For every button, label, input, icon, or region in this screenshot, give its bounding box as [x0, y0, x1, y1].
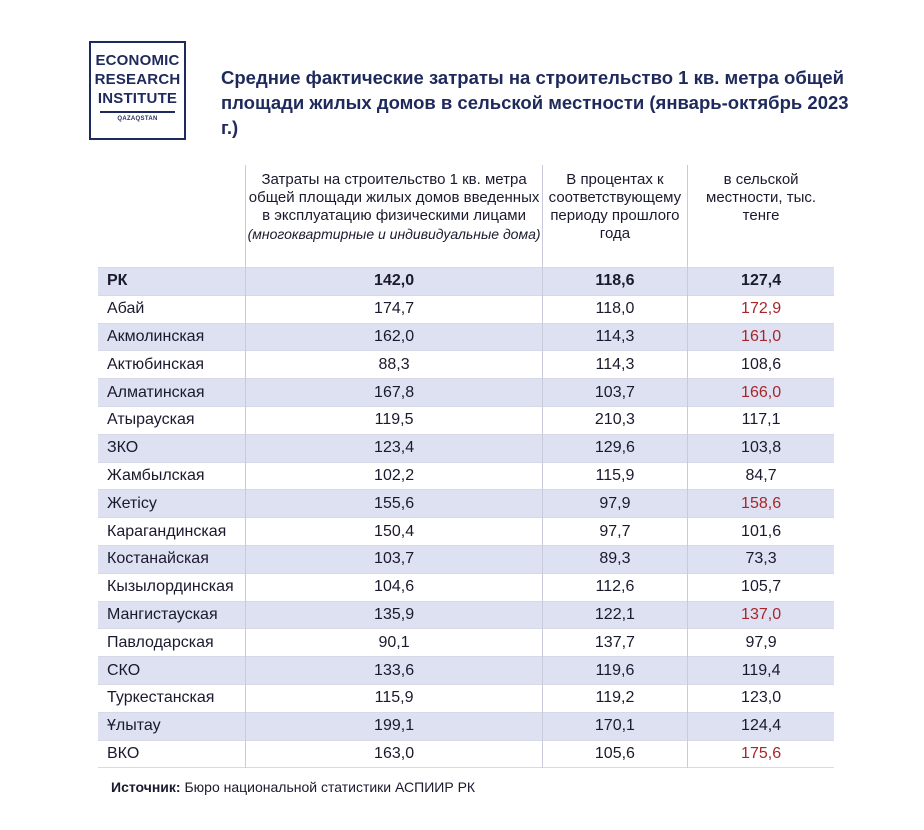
header-cost-note: (многоквартирные и индивидуальные дома) — [247, 226, 541, 242]
cell-rural: 158,6 — [688, 490, 834, 518]
cell-region: Павлодарская — [107, 633, 214, 651]
header-cost-label: Затраты на строительство 1 кв. метра общей площади жилых домов введенных в эксплуатацию физическими лицами — [248, 171, 540, 224]
logo-divider — [100, 111, 175, 113]
cell-rural: 175,6 — [688, 740, 834, 768]
cell-region: Костанайская — [107, 550, 209, 568]
header-rural: в сельской местности, тыс. тенге — [688, 165, 834, 268]
cell-cost: 102,2 — [246, 462, 542, 490]
cell-cost: 88,3 — [246, 351, 542, 379]
cell-rural: 73,3 — [688, 545, 834, 573]
table-row — [98, 406, 834, 434]
table-row — [98, 518, 834, 546]
cell-rural: 84,7 — [688, 462, 834, 490]
cell-percent: 105,6 — [542, 740, 687, 768]
cell-rural: 166,0 — [688, 379, 834, 407]
header-region — [98, 165, 246, 268]
cell-cost: 119,5 — [246, 406, 542, 434]
cell-rural: 119,4 — [688, 657, 834, 685]
table-row — [98, 434, 834, 462]
cell-region: Атырауская — [107, 411, 195, 429]
logo-line-2: RESEARCH — [94, 71, 181, 88]
cell-cost: 115,9 — [246, 684, 542, 712]
table-row — [98, 490, 834, 518]
table-row — [98, 684, 834, 712]
cell-region: Жамбылская — [107, 466, 205, 484]
cell-rural: 103,8 — [688, 434, 834, 462]
cell-region: Карагандинская — [107, 522, 227, 540]
table-row — [98, 712, 834, 740]
table-row — [98, 601, 834, 629]
cell-rural: 161,0 — [688, 323, 834, 351]
table-row — [98, 268, 834, 296]
cell-cost: 142,0 — [246, 268, 542, 296]
table-row — [98, 657, 834, 685]
cell-percent: 97,9 — [542, 490, 687, 518]
cell-percent: 97,7 — [542, 518, 687, 546]
table-row — [98, 323, 834, 351]
cell-rural: 123,0 — [688, 684, 834, 712]
table-row — [98, 295, 834, 323]
cell-percent: 137,7 — [542, 629, 687, 657]
page-title: Средние фактические затраты на строительство 1 кв. метра общей площади жилых домов в сельской местности (январь-октябрь 2023 г.) — [221, 67, 849, 138]
cell-region: СКО — [107, 661, 141, 679]
cell-cost: 90,1 — [246, 629, 542, 657]
table-row — [98, 740, 834, 768]
cell-cost: 123,4 — [246, 434, 542, 462]
cell-cost: 103,7 — [246, 545, 542, 573]
cell-cost: 104,6 — [246, 573, 542, 601]
table-row — [98, 462, 834, 490]
header-cost — [246, 165, 542, 268]
cell-percent: 114,3 — [542, 351, 687, 379]
cell-region: Ұлытау — [107, 717, 161, 735]
table-header-row — [98, 165, 834, 268]
cell-cost: 167,8 — [246, 379, 542, 407]
logo-line-3: INSTITUTE — [97, 90, 178, 107]
table-row — [98, 351, 834, 379]
source-note — [111, 779, 475, 795]
source-label: Источник: — [111, 779, 181, 795]
cell-cost: 135,9 — [246, 601, 542, 629]
cell-region: Алматинская — [107, 383, 205, 401]
cell-region: Актюбинская — [107, 355, 205, 373]
cell-region: Жетісу — [107, 494, 157, 512]
cell-percent: 119,2 — [542, 684, 687, 712]
cell-region: ВКО — [107, 744, 140, 762]
cell-rural: 101,6 — [688, 518, 834, 546]
cell-cost: 162,0 — [246, 323, 542, 351]
cell-cost: 199,1 — [246, 712, 542, 740]
source-text: Бюро национальной статистики АСПИИР РК — [180, 779, 476, 795]
table-row — [98, 545, 834, 573]
cell-percent: 170,1 — [542, 712, 687, 740]
cell-region: Акмолинская — [107, 327, 205, 345]
cell-rural: 127,4 — [688, 268, 834, 296]
cell-region: Абай — [107, 300, 145, 318]
cell-rural: 117,1 — [688, 406, 834, 434]
cell-cost: 150,4 — [246, 518, 542, 546]
data-table — [98, 165, 834, 768]
cell-percent: 115,9 — [542, 462, 687, 490]
header-percent: В процентах к соответствующему периоду прошлого года — [542, 165, 687, 268]
cell-rural: 172,9 — [688, 295, 834, 323]
cell-cost: 163,0 — [246, 740, 542, 768]
cell-percent: 118,6 — [542, 268, 687, 296]
table-row — [98, 573, 834, 601]
cell-region: Мангистауская — [107, 605, 218, 623]
cell-cost: 133,6 — [246, 657, 542, 685]
logo-line-1: ECONOMIC — [95, 52, 180, 69]
cell-cost: 155,6 — [246, 490, 542, 518]
logo-subtitle: QAZAQSTAN — [117, 116, 158, 122]
cell-rural: 137,0 — [688, 601, 834, 629]
cell-cost: 174,7 — [246, 295, 542, 323]
cell-region: Туркестанская — [107, 689, 215, 707]
cell-percent: 119,6 — [542, 657, 687, 685]
cell-percent: 129,6 — [542, 434, 687, 462]
cell-percent: 112,6 — [542, 573, 687, 601]
cell-percent: 89,3 — [542, 545, 687, 573]
cell-region: РК — [107, 272, 128, 290]
table-row — [98, 629, 834, 657]
cell-rural: 108,6 — [688, 351, 834, 379]
table-body — [98, 268, 834, 768]
cell-rural: 105,7 — [688, 573, 834, 601]
cell-rural: 97,9 — [688, 629, 834, 657]
cell-percent: 118,0 — [542, 295, 687, 323]
cell-region: Кызылординская — [107, 578, 234, 596]
cell-percent: 122,1 — [542, 601, 687, 629]
table-row — [98, 379, 834, 407]
cell-percent: 210,3 — [542, 406, 687, 434]
cell-region: ЗКО — [107, 439, 139, 457]
cell-percent: 103,7 — [542, 379, 687, 407]
logo — [89, 41, 186, 140]
cell-rural: 124,4 — [688, 712, 834, 740]
cell-percent: 114,3 — [542, 323, 687, 351]
